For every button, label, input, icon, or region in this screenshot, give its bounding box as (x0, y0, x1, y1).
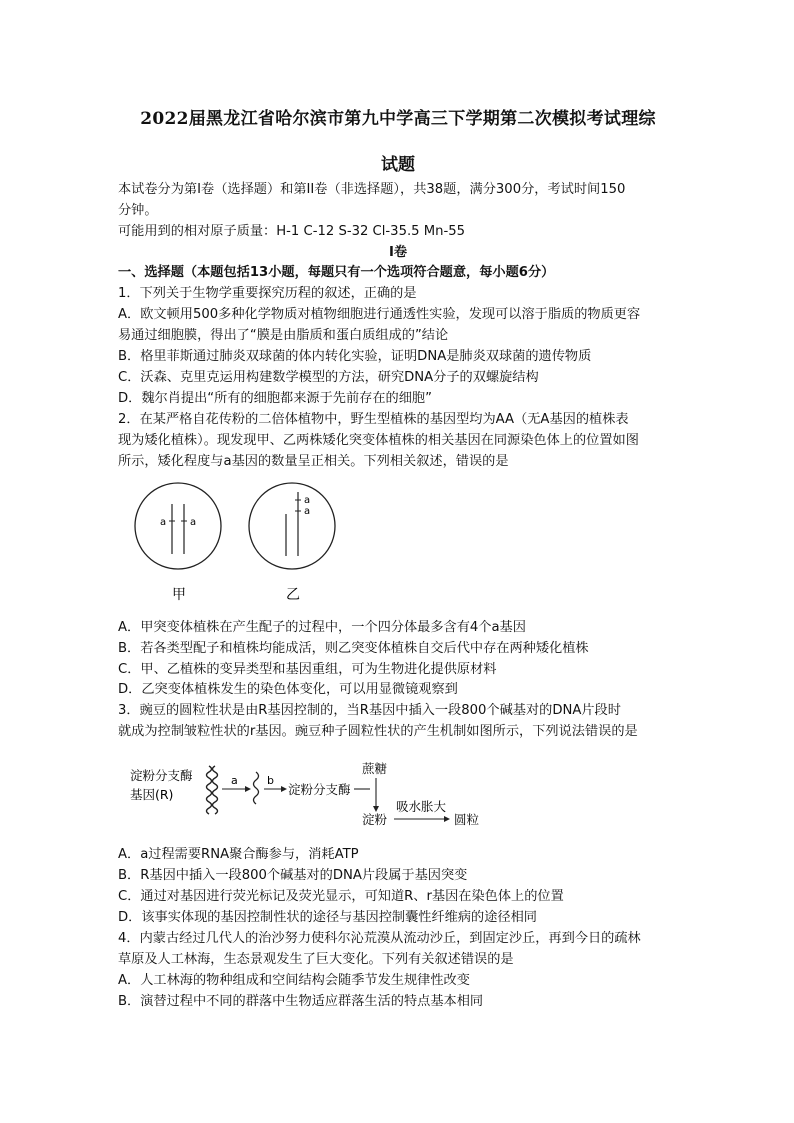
chromosome-figure (120, 478, 360, 608)
dna-helix-strand (213, 766, 218, 814)
label-b: b (267, 774, 274, 787)
q3-option-a: A．a过程需要RNA聚合酶参与，消耗ATP (118, 847, 359, 862)
q3-option-b: B．R基因中插入一段800个碱基对的DNA片段属于基因突变 (118, 868, 468, 883)
section-heading: 一、选择题（本题包括13小题，每题只有一个选项符合题意，每小题6分） (118, 265, 555, 280)
q2-option-c: C．甲、乙植株的变异类型和基因重组，可为生物进化提供原材料 (118, 662, 497, 677)
sucrose-label: 蔗糖 (362, 761, 388, 776)
gene-label-jia-right: a (190, 517, 197, 528)
q1-option-d: D．魏尔肖提出“所有的细胞都来源于先前存在的细胞” (118, 391, 432, 406)
section-label: I卷 (388, 245, 408, 260)
round-label: 圆粒 (454, 812, 480, 827)
intro-line-2: 分钟。 (118, 203, 158, 218)
exam-title: 2022届黑龙江省哈尔滨市第九中学高三下学期第二次模拟考试理综 (140, 109, 656, 129)
intro-line-3: 可能用到的相对原子质量：H-1 C-12 S-32 Cl-35.5 Mn-55 (118, 224, 466, 239)
q4-stem-2: 草原及人工林海，生态景观发生了巨大变化。下列有关叙述错误的是 (118, 952, 514, 967)
q3-option-d: D．该事实体现的基因控制性状的途径与基因控制囊性纤维病的途径相同 (118, 910, 537, 925)
q4-option-a: A．人工林海的物种组成和空间结构会随季节发生规律性改变 (118, 973, 470, 988)
starch-label: 淀粉 (362, 812, 388, 827)
gene-label-jia-left: a (160, 517, 167, 528)
cell-yi (249, 483, 335, 569)
exam-title-continued: 试题 (381, 155, 415, 175)
label-jia: 甲 (172, 587, 186, 603)
q4-stem-1: 4．内蒙古经过几代人的治沙努力使科尔沁荒漠从流动沙丘，到固定沙丘，再到今日的疏林 (118, 931, 641, 946)
q2-stem-2: 现为矮化植株）。现发现甲、乙两株矮化突变体植株的相关基因在同源染色体上的位置如图 (118, 433, 639, 448)
gene-name-line2: 基因(R) (130, 787, 174, 802)
q1-stem: 1．下列关于生物学重要探究历程的叙述，正确的是 (118, 286, 417, 301)
gene-label-yi-2: a (304, 506, 311, 517)
label-a: a (231, 774, 238, 787)
absorb-label: 吸水胀大 (396, 799, 447, 814)
q1-option-c: C．沃森、克里克运用构建数学模型的方法，研究DNA分子的双螺旋结构 (118, 370, 539, 385)
q1-option-b: B．格里菲斯通过肺炎双球菌的体内转化实验，证明DNA是肺炎双球菌的遗传物质 (118, 349, 592, 364)
q2-option-a: A．甲突变体植株在产生配子的过程中，一个四分体最多含有4个a基因 (118, 620, 526, 635)
q1-option-a-cont: 易通过细胞膜，得出了“膜是由脂质和蛋白质组成的”结论 (118, 328, 449, 343)
label-yi: 乙 (286, 587, 300, 603)
q2-option-b: B．若各类型配子和植株均能成活，则乙突变体植株自交后代中存在两种矮化植株 (118, 641, 589, 656)
q3-option-c: C．通过对基因进行荧光标记及荧光显示，可知道R、r基因在染色体上的位置 (118, 889, 564, 904)
gene-name-line1: 淀粉分支酶 (130, 768, 193, 783)
intro-line-1: 本试卷分为第I卷（选择题）和第II卷（非选择题），共38题，满分300分，考试时间150 (118, 182, 626, 197)
round-seed-mechanism-figure (126, 756, 496, 830)
q1-option-a: A．欧文顿用500多种化学物质对植物细胞进行通透性实验，发现可以溶于脂质的物质更容 (118, 307, 641, 322)
q4-option-b: B．演替过程中不同的群落中生物适应群落生活的特点基本相同 (118, 994, 484, 1009)
q2-stem-1: 2．在某严格自花传粉的二倍体植物中，野生型植株的基因型均为AA（无A基因的植株表 (118, 412, 629, 427)
mrna-wave (254, 772, 259, 804)
dna-helix (207, 766, 212, 814)
cell-jia (135, 483, 221, 569)
q3-stem-1: 3．豌豆的圆粒性状是由R基因控制的，当R基因中插入一段800个碱基对的DNA片段时 (118, 703, 621, 718)
q2-option-d: D．乙突变体植株发生的染色体变化，可以用显微镜观察到 (118, 682, 458, 697)
q3-stem-2: 就成为控制皱粒性状的r基因。豌豆种子圆粒性状的产生机制如图所示，下列说法错误的是 (118, 724, 638, 739)
q2-stem-3: 所示，矮化程度与a基因的数量呈正相关。下列相关叙述，错误的是 (118, 454, 509, 469)
gene-label-yi-1: a (304, 495, 311, 506)
enzyme-label: 淀粉分支酶 (288, 782, 351, 797)
